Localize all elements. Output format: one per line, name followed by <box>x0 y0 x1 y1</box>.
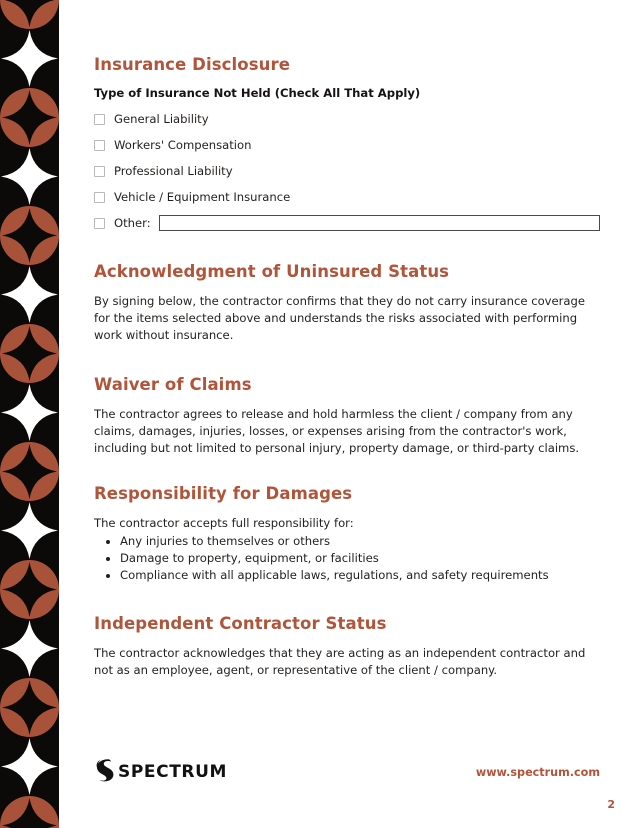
section-body-acknowledgment: By signing below, the contractor confirms that they do not carry insurance coverage for the items selected above and understands the risks associated with performing work without insurance. <box>94 293 586 342</box>
pattern-motif-quatrefoil <box>0 88 59 147</box>
checkbox-row-other[interactable] <box>94 215 600 232</box>
pattern-motif-quatrefoil <box>0 678 59 737</box>
section-independent-contractor-status <box>94 614 600 679</box>
list-item: • Damage to property, equipment, or facilities <box>120 550 600 567</box>
pattern-motif-quatrefoil <box>0 0 59 29</box>
spectrum-wave-logo-icon <box>94 758 115 786</box>
list-item: • Compliance with all applicable laws, regulations, and safety requirements <box>120 567 600 584</box>
section-heading-insurance-disclosure: Insurance Disclosure <box>94 55 291 74</box>
pattern-motif-quatrefoil <box>0 442 59 501</box>
pattern-motif-star <box>0 265 59 324</box>
checkbox-label-workers-compensation: Workers' Compensation <box>114 137 252 152</box>
pattern-motif-quatrefoil <box>0 324 59 383</box>
insurance-type-subhead: Type of Insurance Not Held (Check All That Apply) <box>94 85 421 100</box>
pattern-motif-quatrefoil <box>0 796 59 828</box>
checkbox-label-vehicle-equipment-insurance: Vehicle / Equipment Insurance <box>114 189 291 204</box>
pattern-motif-star <box>0 619 59 678</box>
checkbox-label-professional-liability: Professional Liability <box>114 163 233 178</box>
pattern-motif-quatrefoil <box>0 206 59 265</box>
checkbox-label-general-liability: General Liability <box>114 111 209 126</box>
checkbox-row-professional-liability[interactable] <box>94 163 600 180</box>
section-heading-responsibility-for-damages: Responsibility for Damages <box>94 483 353 503</box>
pattern-motif-star <box>0 501 59 560</box>
page-number: 2 <box>607 798 615 811</box>
section-heading-independent-contractor-status: Independent Contractor Status <box>94 614 387 634</box>
pattern-motif-star <box>0 147 59 206</box>
checkbox-label-other: Other: <box>114 215 151 230</box>
pattern-motif-quatrefoil <box>0 560 59 619</box>
section-acknowledgment-of-uninsured-status <box>94 262 600 344</box>
section-body-independent-contractor-status: The contractor acknowledges that they are acting as an independent contractor and not as an employee, agent, or representative of the client / company. <box>94 646 586 678</box>
section-body-waiver-of-claims: The contractor agrees to release and hold harmless the client / company from any claims, damages, injuries, losses, or expenses arising from the contractor's work, including but not limited to personal injury, property damage, or third-party claims. <box>94 407 580 456</box>
pattern-motif-star <box>0 383 59 442</box>
checkbox-workers-compensation[interactable] <box>94 140 105 151</box>
section-insurance-disclosure <box>94 55 600 232</box>
checkbox-vehicle-equipment-insurance[interactable] <box>94 192 105 203</box>
responsibility-bullet-list <box>94 533 600 584</box>
checkbox-row-workers-compensation[interactable] <box>94 137 600 154</box>
document-page <box>59 0 640 828</box>
other-insurance-input[interactable] <box>159 215 600 231</box>
section-heading-acknowledgment: Acknowledgment of Uninsured Status <box>94 261 450 281</box>
pattern-motif-star <box>0 737 59 796</box>
website-link[interactable]: www.spectrum.com <box>475 765 600 779</box>
section-responsibility-for-damages <box>94 484 600 583</box>
document-content <box>94 55 600 705</box>
section-waiver-of-claims <box>94 375 600 457</box>
checkbox-other[interactable] <box>94 218 105 229</box>
checkbox-row-vehicle-equipment-insurance[interactable] <box>94 189 600 206</box>
brand-wordmark: SPECTRUM <box>118 762 227 782</box>
brand-logo <box>94 758 227 786</box>
checkbox-general-liability[interactable] <box>94 114 105 125</box>
checkbox-row-general-liability[interactable] <box>94 111 600 128</box>
section-body-responsibility-for-damages: The contractor accepts full responsibility for: <box>94 515 354 530</box>
page-footer <box>94 758 600 786</box>
sidebar-pattern <box>0 0 59 828</box>
list-item: • Any injuries to themselves or others <box>120 533 600 550</box>
decorative-sidebar <box>0 0 59 828</box>
pattern-motif-star <box>0 29 59 88</box>
section-heading-waiver-of-claims: Waiver of Claims <box>94 375 252 395</box>
checkbox-professional-liability[interactable] <box>94 166 105 177</box>
